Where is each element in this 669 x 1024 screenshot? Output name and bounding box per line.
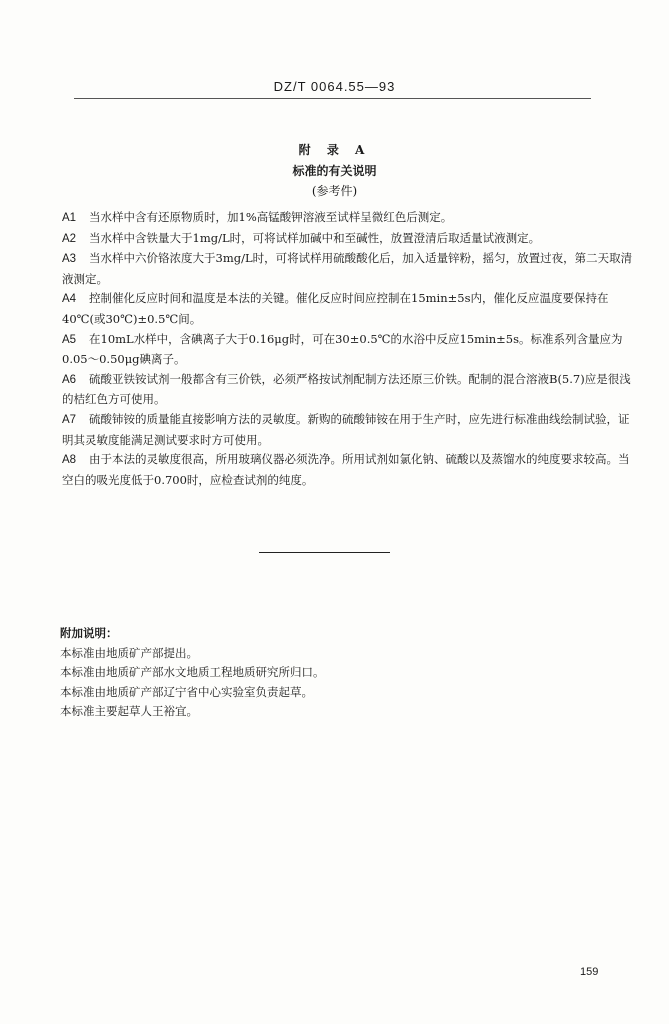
- item-number: A8: [62, 454, 77, 467]
- appendix-item-a7: [62, 410, 634, 450]
- appendix-item-a2: [62, 229, 634, 250]
- item-text: 硫酸铈铵的质量能直接影响方法的灵敏度。新购的硫酸铈铵在用于生产时，应先进行标准曲线绘制试验，证明其灵敏度能满足测试要求时方可使用。: [62, 411, 630, 447]
- appendix-subtitle: 标准的有关说明: [292, 164, 377, 178]
- item-number: A3: [62, 253, 77, 266]
- appendix-title: 附 录 A: [298, 143, 371, 157]
- additional-note-line: 本标准主要起草人王裕宜。: [60, 704, 198, 719]
- appendix-item-a8: [62, 450, 634, 490]
- appendix-item-a4: [62, 289, 634, 329]
- appendix-note: (参考件): [311, 184, 358, 198]
- additional-notes: [60, 624, 560, 722]
- item-number: A7: [62, 413, 77, 426]
- header-rule: [74, 98, 591, 99]
- standard-code-header: DZ/T 0064.55—93: [273, 79, 396, 94]
- item-number: A4: [62, 293, 77, 306]
- section-divider: [259, 552, 390, 553]
- item-text: 控制催化反应时间和温度是本法的关键。催化反应时间应控制在15min±5s内，催化反应温度要保持在40℃(或30℃)±0.5℃间。: [62, 291, 609, 326]
- additional-note-line: 本标准由地质矿产部提出。: [60, 645, 198, 660]
- additional-note-line: 本标准由地质矿产部辽宁省中心实验室负责起草。: [60, 684, 313, 699]
- additional-notes-title: 附加说明：: [60, 626, 118, 640]
- item-text: 当水样中含铁量大于1mg/L时，可将试样加碱中和至碱性，放置澄清后取适量试液测定。: [89, 230, 541, 245]
- item-number: A5: [62, 333, 77, 346]
- additional-note-line: 本标准由地质矿产部水文地质工程地质研究所归口。: [60, 665, 325, 680]
- item-text: 当水样中六价铬浓度大于3mg/L时，可将试样用硫酸酸化后，加入适量锌粉，摇匀，放置过夜，第二天取清液测定。: [62, 251, 633, 286]
- page-number: 159: [580, 966, 599, 978]
- item-text: 在10mL水样中，含碘离子大于0.16μg时，可在30±0.5℃的水浴中反应15min±5s。标准系列含量应为0.05～0.50μg碘离子。: [62, 331, 623, 367]
- item-text: 由于本法的灵敏度很高，所用玻璃仪器必须洗净。所用试剂如氯化钠、硫酸以及蒸馏水的纯度要求较高。当空白的吸光度低于0.700时，应检查试剂的纯度。: [62, 452, 630, 487]
- appendix-item-a5: [62, 330, 634, 370]
- appendix-items: [62, 208, 634, 490]
- item-text: 当水样中含有还原物质时，加1%高锰酸钾溶液至试样呈微红色后测定。: [89, 210, 453, 224]
- item-text: 硫酸亚铁铵试剂一般都含有三价铁，必须严格按试剂配制方法还原三价铁。配制的混合溶液B(5.7)应是很浅的桔红色方可使用。: [62, 371, 631, 407]
- appendix-item-a1: [62, 208, 634, 229]
- item-number: A1: [62, 212, 77, 224]
- appendix-item-a6: [62, 370, 634, 410]
- item-number: A6: [62, 373, 77, 386]
- item-number: A2: [62, 232, 77, 245]
- appendix-item-a3: [62, 249, 634, 289]
